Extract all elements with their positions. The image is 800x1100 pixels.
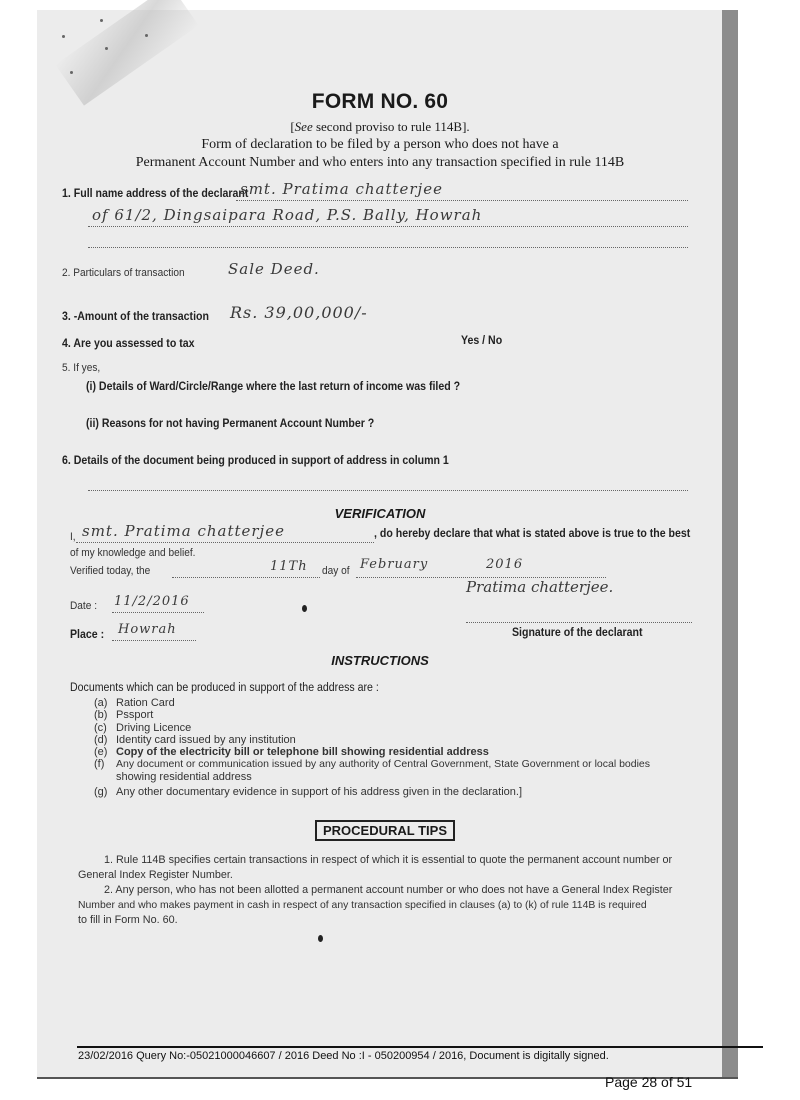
- registration-stamp-text: 23/02/2016 Query No:-05021000046607 / 2016 Deed No :I - 050200954 / 2016, Document is digitally signed.: [78, 1050, 609, 1062]
- date-value[interactable]: 11/2/2016: [114, 594, 190, 609]
- place-label: Place :: [70, 629, 105, 641]
- place-dotted-line: [112, 640, 196, 641]
- q3-value[interactable]: Rs. 39,00,000/-: [230, 303, 368, 322]
- procedural-tips-heading: PROCEDURAL TIPS: [315, 820, 455, 841]
- instruction-item: (b) Pssport: [94, 709, 154, 722]
- instruction-item: (g) Any other documentary evidence in support of his address given in the declaration.]: [94, 786, 523, 799]
- tip-2-line2: Number and who makes payment in cash in respect of any transaction specified in clauses (a) to (k) of rule 114B is required: [78, 900, 647, 911]
- instructions-intro: Documents which can be produced in support of the address are :: [70, 682, 379, 694]
- instructions-list: [94, 697, 650, 798]
- ink-blot: [318, 935, 323, 942]
- verification-name[interactable]: smt. Pratima chatterjee: [82, 522, 285, 540]
- form-description-line2: Permanent Account Number and who enters into any transaction specified in rule 114B: [135, 155, 625, 170]
- q5-i-label: (i) Details of Ward/Circle/Range where the last return of income was filed ?: [86, 381, 461, 393]
- place-value[interactable]: Howrah: [118, 622, 177, 637]
- q3-label: 3. -Amount of the transaction: [62, 311, 209, 323]
- instruction-item: (c) Driving Licence: [94, 721, 192, 734]
- q1-address-value[interactable]: of 61/2, Dingsaipara Road, P.S. Bally, Howrah: [92, 206, 483, 224]
- tip-1-line1: 1. Rule 114B specifies certain transactions in respect of which it is essential to quote the permanent account number or: [104, 854, 673, 866]
- scan-speck: [100, 19, 103, 22]
- q1-address-dotted-line: [88, 226, 688, 227]
- q4-label: 4. Are you assessed to tax: [62, 338, 195, 350]
- day-of-label: day of: [322, 565, 350, 577]
- instruction-item: (a) Ration Card: [94, 697, 175, 709]
- instruction-item: (f) Any document or communication issued by any authority of Central Government, State Government or local bodies: [94, 758, 651, 771]
- verified-today-label: Verified today, the: [70, 565, 151, 577]
- form-subtitle: [See second proviso to rule 114B].: [290, 119, 470, 134]
- instructions-heading: INSTRUCTIONS: [331, 653, 429, 668]
- day-dotted-line: [172, 577, 320, 578]
- verification-month[interactable]: February: [360, 557, 429, 572]
- scan-speck: [70, 71, 73, 74]
- signature-dotted-line: [466, 622, 692, 623]
- q1-name-value[interactable]: smt. Pratima chatterjee: [240, 180, 443, 198]
- verification-year[interactable]: 2016: [486, 557, 524, 572]
- scan-speck: [105, 47, 108, 50]
- ink-blot: [302, 605, 307, 612]
- tip-2-line1: 2. Any person, who has not been allotted a permanent account number or who does not have a General Index Register: [104, 884, 673, 896]
- instruction-item: showing residential address: [116, 770, 252, 783]
- scan-speck: [62, 35, 65, 38]
- instruction-item: (d) Identity card issued by any institution: [94, 733, 296, 746]
- q6-dotted-line: [88, 490, 688, 491]
- verification-day[interactable]: 11Th: [270, 559, 308, 574]
- q5-label: 5. If yes,: [62, 362, 101, 374]
- form-title: FORM NO. 60: [311, 90, 449, 113]
- q2-label: 2. Particulars of transaction: [62, 267, 185, 279]
- declarant-signature: Pratima chatterjee.: [466, 578, 614, 596]
- verification-line2: of my knowledge and belief.: [70, 547, 196, 559]
- date-dotted-line: [112, 612, 204, 613]
- q2-value[interactable]: Sale Deed.: [228, 260, 320, 278]
- q1-label: 1. Full name address of the declarant: [62, 188, 249, 200]
- verification-prefix: I,: [70, 531, 76, 543]
- page-number: Page 28 of 51: [605, 1074, 693, 1090]
- scan-speck: [145, 34, 148, 37]
- q6-label: 6. Details of the document being produced in support of address in column 1: [62, 455, 449, 467]
- q1-dotted-line: [236, 200, 688, 201]
- footer-rule: [77, 1046, 763, 1048]
- signature-label: Signature of the declarant: [512, 627, 643, 639]
- tip-1-line2: General Index Register Number.: [78, 869, 233, 881]
- q4-yes-no[interactable]: Yes / No: [461, 335, 503, 347]
- q5-ii-label: (ii) Reasons for not having Permanent Account Number ?: [86, 418, 375, 430]
- verification-declare-text: , do hereby declare that what is stated above is true to the best: [374, 528, 691, 540]
- tip-2-line3: to fill in Form No. 60.: [78, 914, 178, 926]
- q1-extra-dotted-line: [88, 247, 688, 248]
- verification-heading: VERIFICATION: [334, 506, 426, 521]
- instruction-item: (e) Copy of the electricity bill or telephone bill showing residential address: [94, 746, 489, 759]
- date-label: Date :: [70, 600, 98, 612]
- form-description-line1: Form of declaration to be filed by a person who does not have a: [201, 137, 559, 152]
- verification-name-dotted-line: [76, 542, 374, 543]
